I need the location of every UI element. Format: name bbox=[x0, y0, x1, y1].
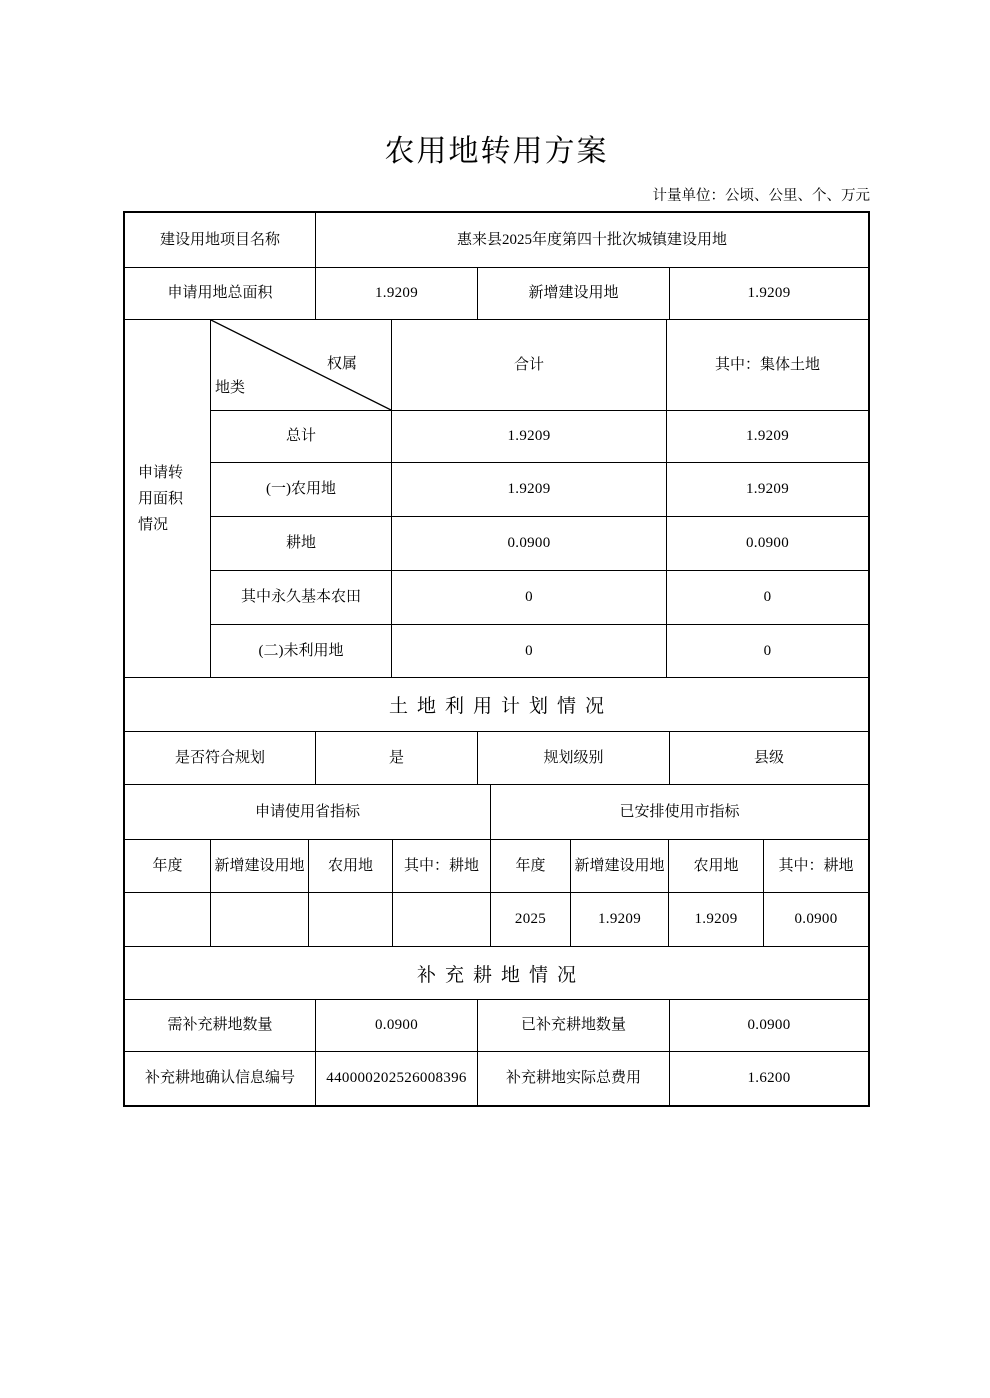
col-header-collective: 其中：集体土地 bbox=[666, 320, 868, 410]
project-name-label: 建设用地项目名称 bbox=[159, 231, 280, 248]
plan-level-value: 县级 bbox=[669, 732, 868, 784]
quota-cell: 1.9209 bbox=[668, 893, 763, 946]
conversion-side-label: 申请转用面积情况 bbox=[138, 464, 184, 533]
col-header-total: 合计 bbox=[391, 320, 666, 410]
completed-supplement-value: 0.0900 bbox=[669, 1000, 868, 1051]
row-total-value: 1.9209 bbox=[391, 463, 666, 516]
quota-cell bbox=[210, 893, 308, 946]
row-total-value: 0.0900 bbox=[391, 517, 666, 570]
row-total-value: 1.9209 bbox=[391, 411, 666, 462]
row-collective-value: 0 bbox=[666, 625, 868, 677]
row-label: 耕地 bbox=[210, 517, 391, 570]
conversion-side-cell bbox=[125, 320, 210, 677]
quota-cell bbox=[392, 893, 490, 946]
plan-section-title: 土地利用计划情况 bbox=[388, 696, 613, 717]
subheader-farmland: 农用地 bbox=[668, 840, 763, 892]
completed-supplement-label: 已补充耕地数量 bbox=[477, 1000, 669, 1051]
supplement-quantity-row bbox=[125, 999, 868, 1051]
conversion-section bbox=[125, 319, 868, 677]
subheader-farmland: 农用地 bbox=[308, 840, 392, 892]
page-title: 农用地转用方案 bbox=[384, 135, 609, 168]
table-row bbox=[210, 624, 868, 677]
subheader-new-construction: 新增建设用地 bbox=[570, 840, 668, 892]
conversion-subtable bbox=[210, 320, 868, 677]
table-row bbox=[210, 410, 868, 462]
table-row bbox=[210, 516, 868, 570]
row-label: (二)未利用地 bbox=[210, 625, 391, 677]
subheader-cultivated: 其中：耕地 bbox=[392, 840, 490, 892]
table-row bbox=[210, 570, 868, 624]
row-total-value: 0 bbox=[391, 625, 666, 677]
row-collective-value: 1.9209 bbox=[666, 463, 868, 516]
quota-cell: 2025 bbox=[490, 893, 570, 946]
diagonal-label-landtype: 地类 bbox=[215, 379, 246, 396]
needed-supplement-value: 0.0900 bbox=[315, 1000, 477, 1051]
row-collective-value: 1.9209 bbox=[666, 411, 868, 462]
row-label: (一)农用地 bbox=[210, 463, 391, 516]
quota-cell bbox=[125, 893, 210, 946]
province-quota-header: 申请使用省指标 bbox=[254, 803, 360, 820]
row-label: 总计 bbox=[210, 411, 391, 462]
quota-data-row bbox=[125, 892, 868, 946]
row-total-value: 0 bbox=[391, 571, 666, 624]
quota-cell: 1.9209 bbox=[570, 893, 668, 946]
row-collective-value: 0.0900 bbox=[666, 517, 868, 570]
project-name-row bbox=[125, 213, 868, 267]
new-construction-value: 1.9209 bbox=[669, 268, 868, 319]
supplement-title-row bbox=[125, 946, 868, 999]
confirmation-id-value: 440000202526008396 bbox=[315, 1052, 477, 1105]
total-area-value: 1.9209 bbox=[315, 268, 477, 319]
quota-header-row bbox=[125, 784, 868, 839]
unit-note: 计量单位：公顷、公里、个、万元 bbox=[652, 188, 870, 204]
plan-level-label: 规划级别 bbox=[477, 732, 669, 784]
subheader-year: 年度 bbox=[490, 840, 570, 892]
form-table bbox=[123, 211, 870, 1107]
diagonal-header-cell bbox=[210, 320, 391, 410]
new-construction-label: 新增建设用地 bbox=[477, 268, 669, 319]
quota-cell bbox=[308, 893, 392, 946]
row-label: 其中永久基本农田 bbox=[210, 571, 391, 624]
supplement-id-row bbox=[125, 1051, 868, 1105]
conversion-header-row bbox=[210, 320, 868, 410]
table-row bbox=[210, 462, 868, 516]
confirmation-id-label: 补充耕地确认信息编号 bbox=[144, 1070, 295, 1087]
plan-title-row bbox=[125, 677, 868, 731]
quota-subheader-row bbox=[125, 839, 868, 892]
total-cost-label: 补充耕地实际总费用 bbox=[477, 1052, 669, 1105]
project-name-value: 惠来县2025年度第四十批次城镇建设用地 bbox=[315, 213, 868, 267]
quota-cell: 0.0900 bbox=[763, 893, 868, 946]
total-area-label: 申请用地总面积 bbox=[167, 285, 273, 302]
diagonal-label-ownership: 权属 bbox=[326, 356, 357, 372]
subheader-cultivated: 其中：耕地 bbox=[763, 840, 868, 892]
compliance-label: 是否符合规划 bbox=[174, 749, 265, 766]
subheader-year: 年度 bbox=[152, 857, 183, 874]
total-area-row bbox=[125, 267, 868, 319]
compliance-row bbox=[125, 731, 868, 784]
total-cost-value: 1.6200 bbox=[669, 1052, 868, 1105]
needed-supplement-label: 需补充耕地数量 bbox=[167, 1017, 273, 1034]
row-collective-value: 0 bbox=[666, 571, 868, 624]
supplement-section-title: 补充耕地情况 bbox=[416, 964, 585, 986]
compliance-value: 是 bbox=[315, 732, 477, 784]
city-quota-header: 已安排使用市指标 bbox=[490, 785, 868, 839]
subheader-new-construction: 新增建设用地 bbox=[210, 840, 308, 892]
document-page bbox=[123, 0, 870, 1107]
